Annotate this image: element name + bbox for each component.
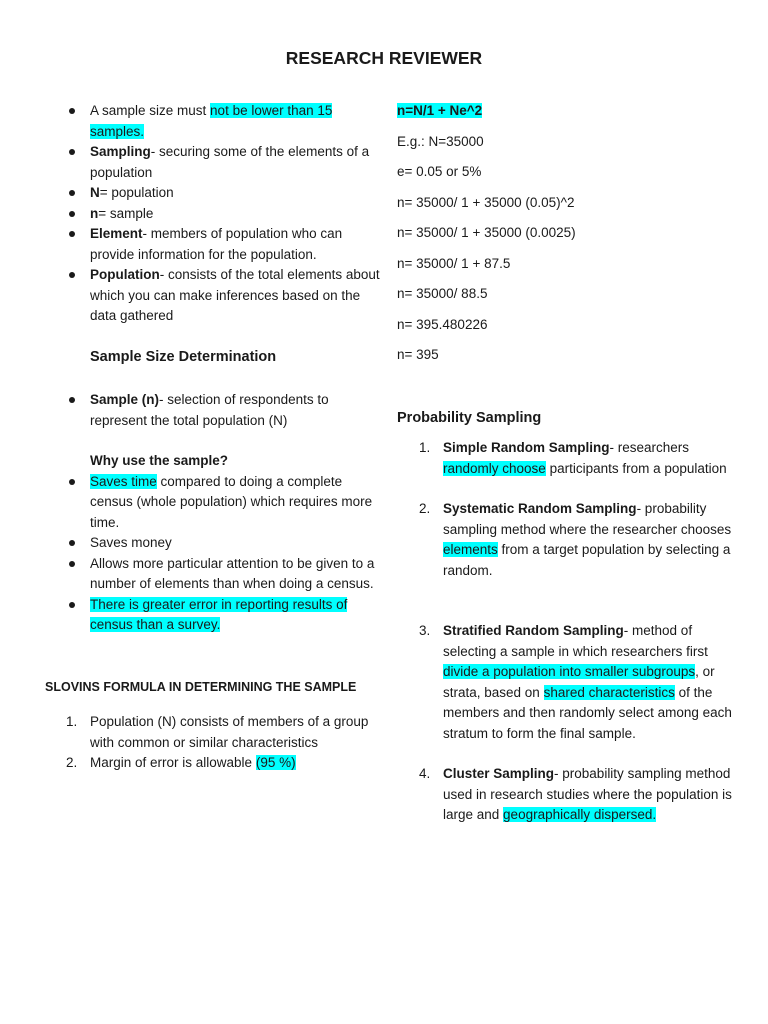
list-item: 2. Systematic Random Sampling- probability sampling method where the researcher chooses elements from a target population by selecting a random. bbox=[419, 501, 732, 578]
slovins-heading: SLOVINS FORMULA IN DETERMINING THE SAMPLE bbox=[45, 679, 357, 694]
slovins-list bbox=[64, 712, 384, 774]
calc-line: n= 35000/ 1 + 35000 (0.0025) bbox=[397, 225, 576, 240]
probability-heading: Probability Sampling bbox=[397, 409, 542, 426]
probability-list bbox=[397, 438, 737, 826]
list-item: A sample size must not be lower than 15 samples. bbox=[64, 101, 384, 142]
list-item: N= population bbox=[64, 183, 384, 204]
calc-line: n= 35000/ 1 + 87.5 bbox=[397, 255, 511, 271]
list-item: Sampling- securing some of the elements of a population bbox=[64, 142, 384, 183]
page-title: RESEARCH REVIEWER bbox=[285, 48, 483, 68]
calc-line: e= 0.05 or 5% bbox=[397, 164, 482, 179]
sample-size-heading: Sample Size Determination bbox=[90, 348, 277, 365]
list-item: There is greater error in reporting results of census than a survey. bbox=[64, 595, 384, 636]
calculation-block bbox=[397, 132, 737, 366]
calc-line: n= 35000/ 88.5 bbox=[397, 286, 488, 301]
list-item: Saves money bbox=[64, 533, 384, 554]
list-item: Population- consists of the total elements about which you can make inferences based on the data gathered bbox=[64, 265, 384, 327]
list-item: Allows more particular attention to be given to a number of elements than when doing a census. bbox=[64, 554, 384, 595]
sample-list bbox=[64, 390, 384, 431]
list-item: 2. Margin of error is allowable (95 %) bbox=[66, 755, 296, 770]
calc-line: E.g.: N=35000 bbox=[397, 133, 484, 149]
list-item: 4. Cluster Sampling- probability sampling method used in research studies where the population is large and geographically dispersed. bbox=[419, 766, 732, 822]
left-column bbox=[45, 101, 384, 774]
list-item: n= sample bbox=[64, 204, 384, 225]
calc-line: n= 395 bbox=[397, 347, 439, 362]
list-item: 1. Simple Random Sampling- researchers randomly choose participants from a population bbox=[419, 440, 727, 476]
definitions-list bbox=[64, 101, 384, 327]
list-item: Sample (n)- selection of respondents to represent the total population (N) bbox=[64, 390, 384, 431]
calc-line: n= 395.480226 bbox=[397, 316, 488, 332]
list-item: Element- members of population who can provide information for the population. bbox=[64, 224, 384, 265]
list-item: 3. Stratified Random Sampling- method of selecting a sample in which researchers first divide a population into smaller subgroups, or strata, based on shared characteristics of the members and then randomly select among each stratum to form the final sample. bbox=[419, 623, 732, 741]
calc-line: n= 35000/ 1 + 35000 (0.05)^2 bbox=[397, 194, 575, 210]
list-item: 1. Population (N) consists of members of a group with common or similar characteristics bbox=[66, 714, 369, 750]
why-heading: Why use the sample? bbox=[90, 453, 229, 468]
slovins-formula: n=N/1 + Ne^2 bbox=[397, 103, 483, 118]
why-list bbox=[64, 472, 384, 636]
right-column bbox=[397, 101, 737, 826]
list-item: Saves time compared to doing a complete census (whole population) which requires more time. bbox=[64, 472, 384, 534]
